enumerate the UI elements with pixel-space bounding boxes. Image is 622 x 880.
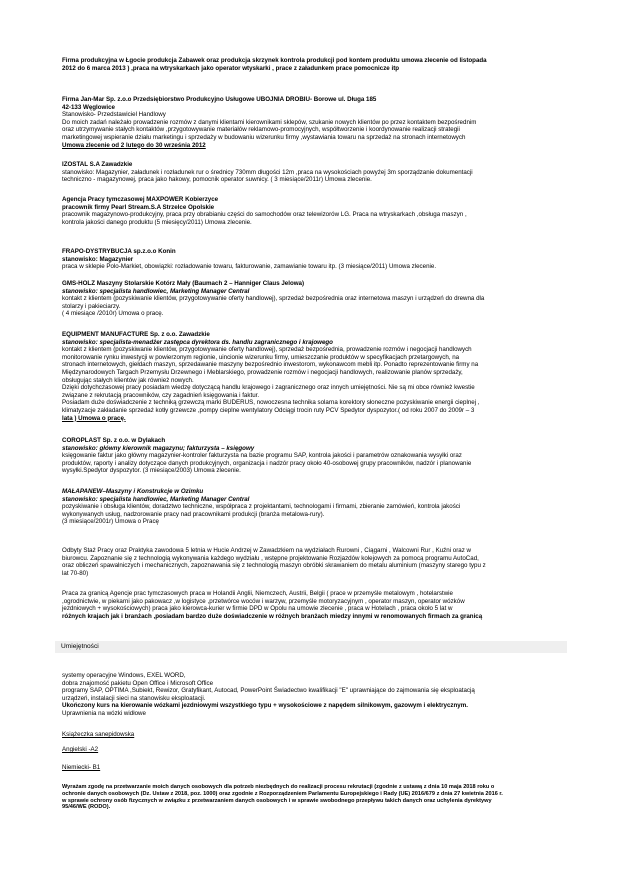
description-line: Posiadam duże doświadczenie z techniką grzewczą marki BUDERUS, nowoczesna technika solarna korektory słoneczne pozyskiwanie energii cieplnej , [62,399,480,407]
description-line: księgowanie faktur jako główny magazynier-kontroler fakturzysta na bazie programu SAP, kontrola jakości i parametrów oznakowania wysyłki oraz [62,452,462,460]
company-name: Agencja Pracy tymczasowej MAXPOWER Kobierzyce [62,196,219,203]
entry-gmsholz [62,280,567,318]
company-address: 42-133 Węglowice [62,103,115,111]
contract-period: lata ) Umowa o pracę. [62,414,126,422]
entry-maxpower [62,196,567,226]
description-line: jezdniowych + wysokościowych) praca jako kierowca-kurier w firmie DPD w Opolu na umowie zlecenie , praca w Hotelach , praca około 5 lat w [62,605,453,613]
description-line: obsługując stałych klientów jak również nowych. [62,376,194,384]
position: stanowisko: specjalista handlowiec, Marketing Manager Central [62,495,250,503]
consent-line: w sprawie ochrony osób fizycznych w związku z przetwarzaniem danych osobowych i w sprawie swobodnego przepływu takich danych oraz uchylenia dyrektywy [62,797,492,804]
description-line: stolarzy i pakieciarzy. [62,302,121,310]
language-link-german [62,764,567,772]
description-line: Odbyty Staż Pracy oraz Praktyka zawodowa 5 letnia w Hucie Andrzej w Zawadzkiem na wydziałach Rurowni , Ciągarni , Walcowni Rur , Kuźni oraz w [62,547,471,554]
consent-line: Wyrażam zgodę na przetwarzanie moich danych osobowych dla potrzeb niezbędnych do realizacji procesu rekrutacji (zgodnie z ustawą z dnia 10 maja 2018 roku o [62,784,495,790]
description-line: oraz obliczeń spawalniczych i mechanicznych, zapoznawania się z technologią maszyn obróbki skrawaniem do metalu aluminium (maszyny starego typu z [62,562,486,570]
description-line: kontakt z klientem (pozyskiwanie klientów, przygotowywanie oferty handlowej), sprzedaż bezpośrednia oraz internetowa maszyn i urządzeń do drewna dla [62,295,485,303]
position: stanowisko: główny kierownik magazynu; fakturzysta – księgowy [62,444,255,452]
company-name: COROPLAST Sp. z o.o. w Dylakach [62,437,166,444]
entry-abroad [62,590,567,620]
entry-internship [62,547,567,577]
description-line: wysyłki.Spedytor dyspozytor. (3 miesiące/2003) Umowa zlecenie. [62,467,241,475]
skill-line: Ukończony kurs na kierowanie wózkami jezdniowymi wszystkiego typu + wysokościowe z napędem silnikowym, gazowym i elektrycznym. [62,702,468,710]
entry-frapo [62,248,567,271]
position: stanowisko: specjalista-menadżer zastępca dyrektora ds. handlu zagranicznego i krajowego [62,338,333,346]
company-name: Firma Jan-Mar Sp. z.o.o Przedsiębiorstwo Produkcyjno Usługowe UBOJNIA DROBIU- Borowe ul. Długa 185 [62,96,377,103]
client-company: pracownik firmy Pearl Stream.S.A Strzelce Opolskie [62,203,215,211]
description-line: pozyskiwanie i obsługa klientów, doradztwo techniczne, współpraca z projektantami, technologami i firmami, zbieranie zamówień, kontrola jakości [62,503,461,511]
entry-janmar [62,96,567,149]
link-text[interactable]: Niemiecki- B1 [62,764,101,771]
skill-line: systemy operacyjne Windows, EXEL WORD, [62,672,186,679]
description-line: monitorowanie rynku inwestycji w powierzonym regionie, uincionie wizerunku firmy, umieszczanie produktów w specyfikacjach przetargowych, na [62,353,460,361]
data-consent-clause [62,784,567,811]
description-line: ,ogrodnictwie, w piekarni jako pakowacz ,w logistyce ,przetwórce woców i warzyw, przemyśle motoryzacyjnym , operator maszyn, operator wózków [62,597,465,605]
skill-line: dobra znajomość pakietu Open Office i Microsoft Office [62,679,214,687]
description-line: lat 70-80) [62,569,89,577]
entry-malapanew [62,488,567,526]
language-link-english [62,746,567,754]
description-line: Praca za granicą Agencje prac tymczasowych praca w Holandii Anglii, Niemczech, Austrii, Belgii ( prace w przemyśle metalowym , hotelarstwie [62,590,453,597]
skills-section-header [55,641,567,653]
section-title: Umiejętności [61,643,99,650]
consent-line: 95/46/WE (RODO). [62,804,111,811]
position: stanowisko: Magazynier [62,255,134,263]
skill-line: programy SAP, OPTIMA ,Subiekt, Rewizor, Gratyfikant, Autocad, PowerPoint Świadectwo kwalifikacji "E" uprawniające do zajmowania się eksploatacją [62,687,475,695]
skill-line: urządzeń, instalacji sieci na stanowisku eksploatacji. [62,694,206,702]
description-line: Do moich zadań należało prowadzenie rozmów z danymi klientami kierownikami sklepów, szukanie nowych klientów po przez kontaktem bezpośrednim [62,118,477,126]
entry-line: Firma produkcyjna w Łgocie produkcja Zabawek oraz produkcja skrzynek kontrola produkcji pod kontem produktu umowa zlecenie od listopada [62,57,487,64]
description-line: oraz utrzymywanie stałych kontaktów ,przygotowywanie materiałów reklamowo-promocyjnych, współtworzenie i koordynowanie realizacji strategii [62,126,460,134]
skill-line: Uprawnienia na wózki widłowe [62,709,146,717]
certificate-link-sanepid [62,731,567,739]
link-text[interactable]: Książeczka sanepidowska [62,731,135,738]
company-name: MAŁAPANEW–Maszyny i Konstrukcje w Ozimku [62,488,204,495]
description-line: kontrola jakości danego produktu (5 miesięcy/2011) Umowa zlecenie. [62,218,252,226]
company-name: FRAPO-DYSTRYBUCJA sp.z.o.o Konin [62,248,176,255]
description-line: biurowcu. Zapoznanie się z technologią wykonywania każdego wydziału , wstępne projektowanie Rozjazdów kolejowych za pomocą programu AutoCad, [62,554,479,562]
consent-line: ochronie danych osobowych (Dz. Ustaw z 2018, poz. 1000) oraz zgodnie z Rozporządzeniem Parlamentu Europejskiego i Rady (UE) 2016/679 z dnia 27 kwietnia 2016 r. [62,790,503,797]
description-line: stanowisko: Magazynier, załadunek i rozładunek rur o średnicy 730mm długości 12m ,praca na wysokościach powyżej 3m sporządzanie dokumentacji [62,168,473,176]
link-text[interactable]: Angielski -A2 [62,746,99,753]
position: Stanowisko- Przedstawiciel Handlowy [62,111,166,119]
company-name: EQUIPMENT MANUFACTURE Sp. z o.o. Zawadzkie [62,331,210,338]
position: stanowisko: specjalista handlowiec, Marketing Manager Central [62,287,250,295]
entry-coroplast [62,437,567,475]
description-line: praca w sklepie Polo-Markiet, obowiązki: rozładowanie towaru, fakturowanie, zamawianie towaru itp. (3 miesiące/2011) Umowa zlecenie. [62,263,437,271]
company-name: GMS-HOLZ Maszyny Stolarskie Kotórz Mały (Baumach 2 – Hanniger Claus Jelowa) [62,280,305,287]
description-line: Międzynarodowych Targach Przemysłu Drzewnego i Meblarskiego, prowadzenie rozmów i negocjacji handlowych, realizowanie planów sprzedaży, [62,368,463,376]
entry-zabawki [62,57,567,72]
contract-period: Umowa zlecenie od 2 lutego do 30 września 2012 [62,141,206,149]
description-line: kontakt z klientem (pozyskiwanie klientów, przygotowywanie oferty handlowej), sprzedaż bezpośrednia, prowadzenie rozmów i negocjacji handlowych [62,346,472,354]
description-line: stronach internetowych, giełdach maszyn, sprzedawanie maszyny bezpośrednio inwestorom, wykonawcom mebli itp. Ponadto reprezentowanie firmy na [62,361,479,369]
skills-section [62,672,567,718]
description-line: Dzięki dotychczasowej pracy posiadam wiedzę dotyczącą handlu krajowego i zagranicznego oraz innych umiejętności. Nie są mi obce również kwestie [62,384,475,392]
description-line: ( 4 miesiące /2010r) Umowa o pracę. [62,310,164,318]
description-line: marketingowej wspieranie działu marketingu i sprzedaży w budowaniu wizerunku firmy ,wystawiania towaru na sprzedaż na stronach internetowych [62,133,466,141]
description-line: związane z rekrutacją pracowników, czy zagadnień księgowania i faktur. [62,391,260,399]
entry-line: 2012 do 6 marca 2013 ) ,praca na wtryskarkach jako operator wtyskarki , prace z załadunkem prace pomocnicze itp [62,64,400,72]
entry-equipment [62,331,567,422]
description-line: różnych krajach jak i branżach ,posiadam bardzo duże doświadczenie w różnych branżach miedzy innymi w renomowanych firmach za granicą [62,612,483,620]
description-line: wykonywanych usług, nadzorowanie pracy nad pracownikami produkcji (branża metalowa-rury). [62,510,325,518]
description-line: (3 miesiące/2001r) Umowa o Pracę [62,518,159,526]
entry-izostal [62,161,567,184]
company-name: IZOSTAL S.A Zawadzkie [62,161,133,168]
description-line: pracownik magazynowo-produkcyjny, praca przy obrabianiu części do samochodów oraz telewizorów LG. Praca na wtryskarkach ,obsługa maszyn , [62,211,467,219]
description-line: techniczno - magazynowej, praca jako hakowy, pomocnik operator suwnicy. ( 3 miesiące/2011r) Umowa zlecenie. [62,176,372,184]
description-line: klimatyzacje zakładanie sprzedaż kotły grzewcze ,pompy cieplne wentylatory Odciągi trocin ruty PCV Spedytor dyspozytor.( od roku 2007 do 2009r – 3 [62,406,475,414]
description-line: produktów, raporty i analizy dotyczące danych produkcyjnych, organizacja i nadzór pracy około 40-osobowej grupy pracowników, nadzór i planowanie [62,459,472,467]
